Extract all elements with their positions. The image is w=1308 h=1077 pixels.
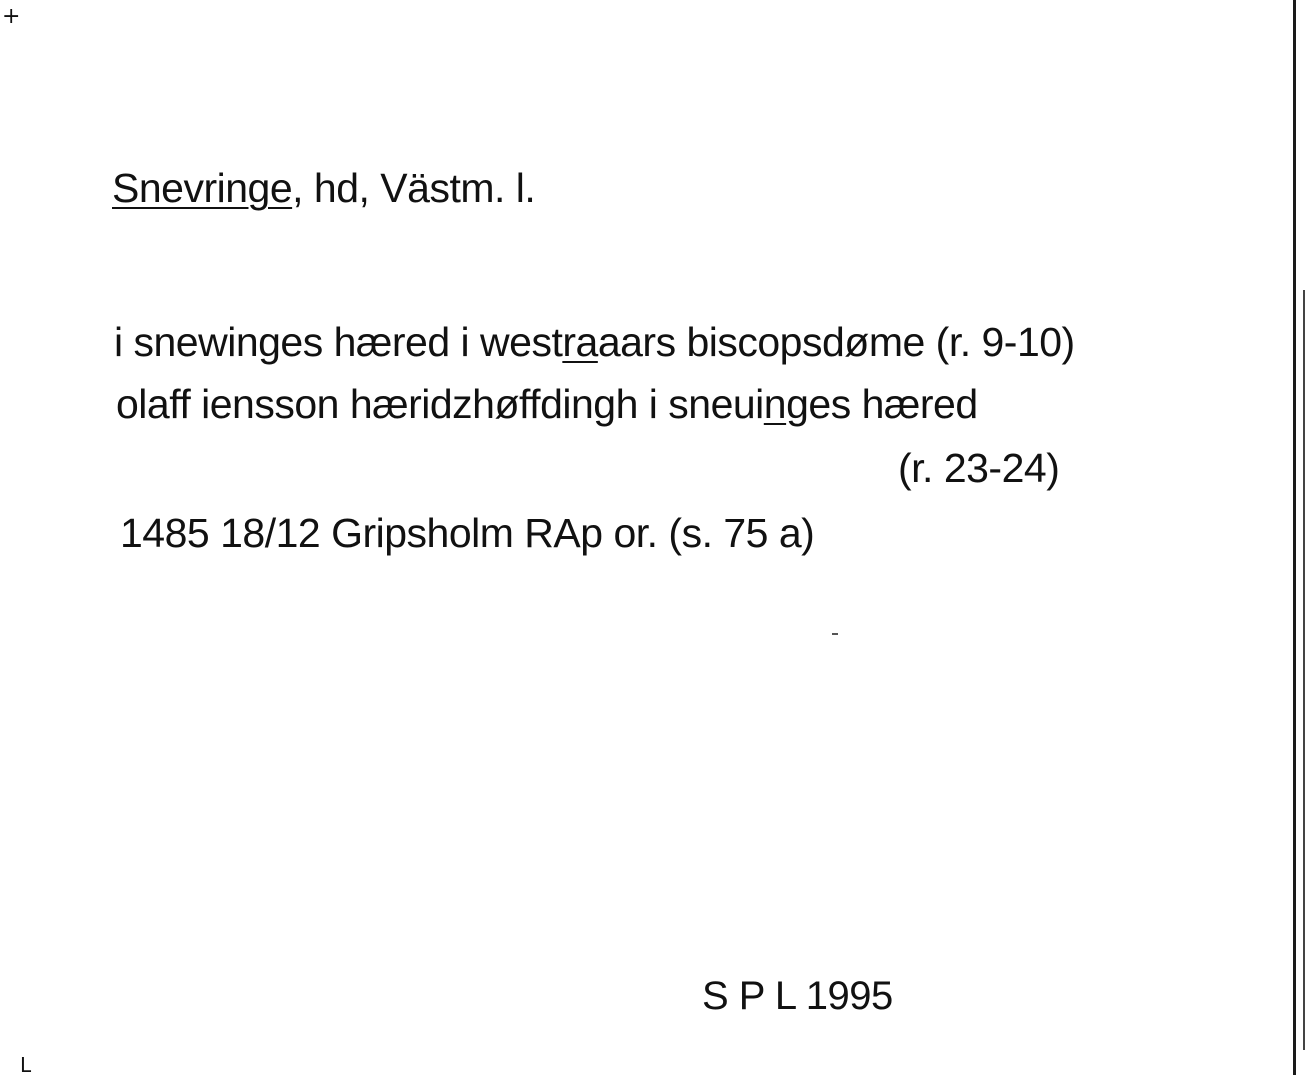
quote-1-underlined: ra [562,319,598,365]
quote-line-2 [116,381,978,427]
card-right-edge-shadow [1303,290,1305,1050]
crop-mark-top-left: + [2,4,21,29]
quote-2-underlined: n [763,381,787,427]
quote-line-1 [114,319,1075,365]
headword-name: Snevringe [112,165,293,211]
headword-line [112,165,536,211]
quote-1-part-2: aars biscopsdøme (r. 9-10) [597,319,1075,365]
crop-mark-bottom-left: L [20,1053,32,1077]
signature: S P L 1995 [702,974,893,1018]
quote-1-part-1: i snewinges hæred i west [114,319,563,365]
card-right-edge [1293,0,1296,1075]
quote-2-part-2: ges hæred [786,381,978,427]
scan-speck [832,633,838,635]
quote-2-part-1: olaff iensson hæridzhøffdingh i sneui [116,381,764,427]
source-line: 1485 18/12 Gripsholm RAp or. (s. 75 a) [120,510,815,556]
headword-details: , hd, Västm. l. [292,165,536,211]
quote-2-reference: (r. 23-24) [898,445,1060,491]
